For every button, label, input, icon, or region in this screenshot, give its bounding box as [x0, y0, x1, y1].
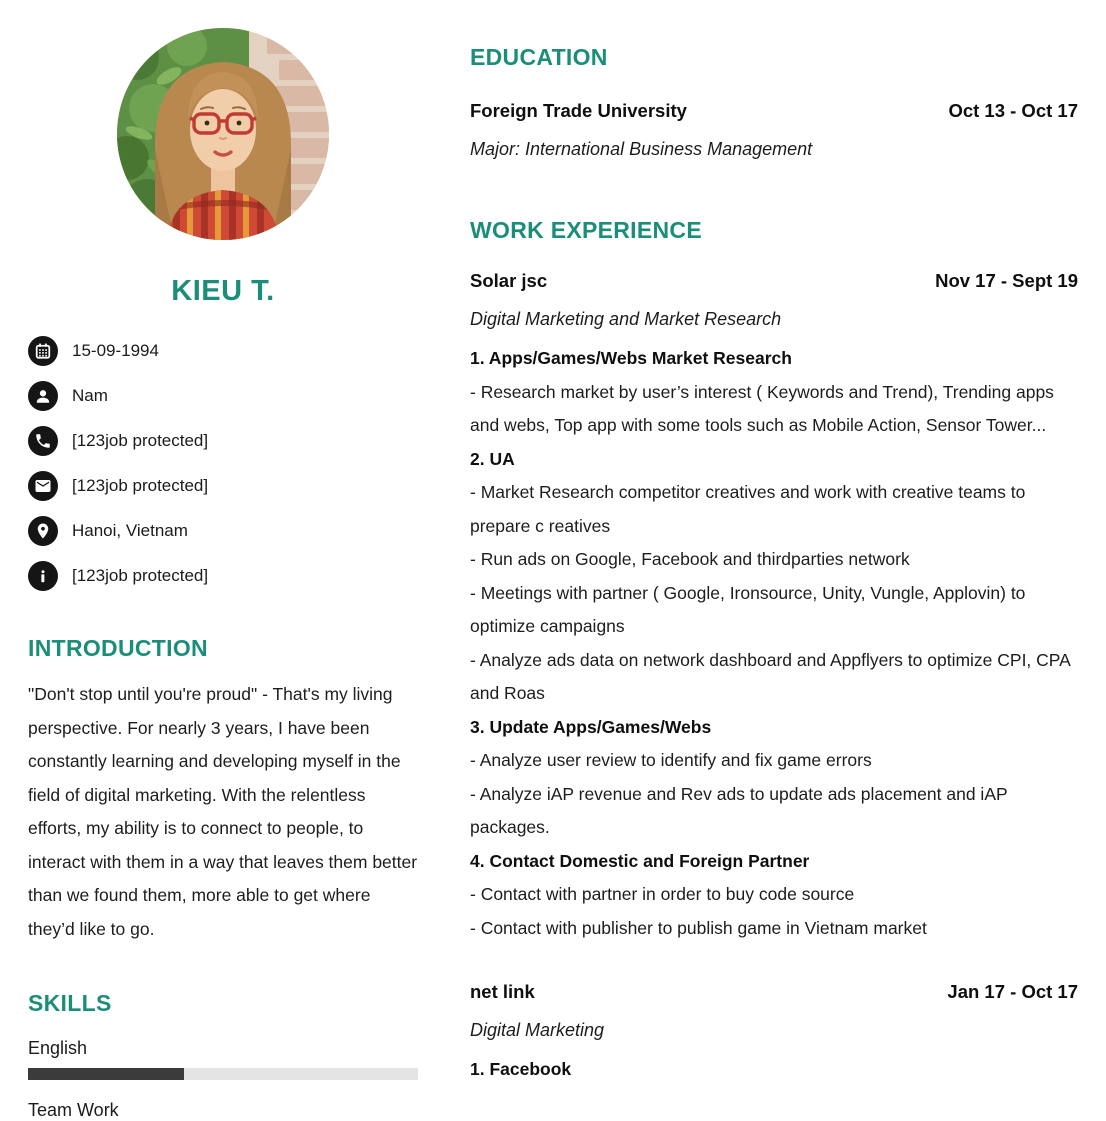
contact-item-info	[28, 561, 418, 591]
phone-value: [123job protected]	[72, 431, 209, 450]
contact-item-location	[28, 516, 418, 546]
location-icon	[28, 516, 58, 546]
skill-bar-english	[28, 1068, 418, 1080]
skill-name-teamwork: Team Work	[28, 1100, 119, 1120]
job-dates: Nov 17 - Sept 19	[935, 270, 1078, 291]
contact-list	[28, 336, 418, 591]
job-dates: Jan 17 - Oct 17	[947, 981, 1078, 1002]
introduction-heading: INTRODUCTION	[28, 635, 208, 661]
company-name: Solar jsc	[470, 270, 548, 291]
job-detail-heading: 2. UA	[470, 448, 515, 469]
job-header	[470, 270, 1078, 292]
calendar-icon	[28, 336, 58, 366]
job-detail-line: - Analyze iAP revenue and Rev ads to update ads placement and iAP packages.	[470, 783, 1008, 837]
contact-item-birthday	[28, 336, 418, 366]
right-column	[470, 0, 1078, 1087]
left-column	[28, 0, 418, 1121]
candidate-name: KIEU T.	[171, 275, 275, 307]
gender-value: Nam	[72, 386, 108, 405]
job-details	[470, 342, 1078, 945]
email-icon	[28, 471, 58, 501]
email-value: [123job protected]	[72, 476, 209, 495]
education-entry-header	[470, 100, 1078, 122]
job-detail-heading: 4. Contact Domestic and Foreign Partner	[470, 850, 810, 871]
birthday-value: 15-09-1994	[72, 341, 159, 360]
job-detail-line: - Meetings with partner ( Google, Ironsource, Unity, Vungle, Applovin) to optimize campaigns	[470, 582, 1026, 636]
education-major: Major: International Business Management	[470, 139, 813, 159]
contact-item-email	[28, 471, 418, 501]
job-detail-line: - Research market by user’s interest ( Keywords and Trend), Trending apps and webs, Top app with some tools such as Mobile Action, Sensor Tower...	[470, 381, 1054, 435]
phone-icon	[28, 426, 58, 456]
info-icon	[28, 561, 58, 591]
job-role: Digital Marketing and Market Research	[470, 309, 782, 329]
education-dates: Oct 13 - Oct 17	[948, 100, 1078, 121]
skill-name-english: English	[28, 1038, 88, 1058]
job-role: Digital Marketing	[470, 1020, 605, 1040]
job-detail-line: - Contact with publisher to publish game in Vietnam market	[470, 917, 927, 938]
job-detail-heading: 1. Facebook	[470, 1059, 572, 1079]
work-experience-heading: WORK EXPERIENCE	[470, 217, 702, 243]
company-name: net link	[470, 981, 535, 1002]
job-details	[470, 1053, 1078, 1087]
job-detail-line: - Market Research competitor creatives and work with creative teams to prepare c reatives	[470, 482, 1026, 536]
job-detail-heading: 3. Update Apps/Games/Webs	[470, 716, 712, 737]
skill-bar-english-fill	[28, 1068, 184, 1080]
introduction-text: "Don't stop until you're proud" - That's my living perspective. For nearly 3 years, I have been constantly learning and developing myself in the field of digital marketing. With the relentless efforts, my ability is to connect to people, to interact with them in a way that leaves them better than we found them, more able to get where they’d like to go.	[28, 684, 418, 939]
job-detail-line: - Contact with partner in order to buy code source	[470, 884, 855, 904]
education-heading: EDUCATION	[470, 44, 608, 70]
location-value: Hanoi, Vietnam	[72, 521, 188, 540]
contact-item-gender	[28, 381, 418, 411]
job-detail-line: - Run ads on Google, Facebook and thirdparties network	[470, 549, 910, 569]
job-detail-heading: 1. Apps/Games/Webs Market Research	[470, 348, 792, 368]
skills-heading: SKILLS	[28, 990, 112, 1016]
job-detail-line: - Analyze ads data on network dashboard and Appflyers to optimize CPI, CPA and Roas	[470, 649, 1070, 703]
school-name: Foreign Trade University	[470, 100, 687, 121]
job-header	[470, 981, 1078, 1003]
profile-photo-illustration	[117, 28, 329, 240]
profile-photo	[117, 28, 329, 240]
job-detail-line: - Analyze user review to identify and fix game errors	[470, 750, 872, 770]
info-value: [123job protected]	[72, 566, 209, 585]
contact-item-phone	[28, 426, 418, 456]
person-icon	[28, 381, 58, 411]
